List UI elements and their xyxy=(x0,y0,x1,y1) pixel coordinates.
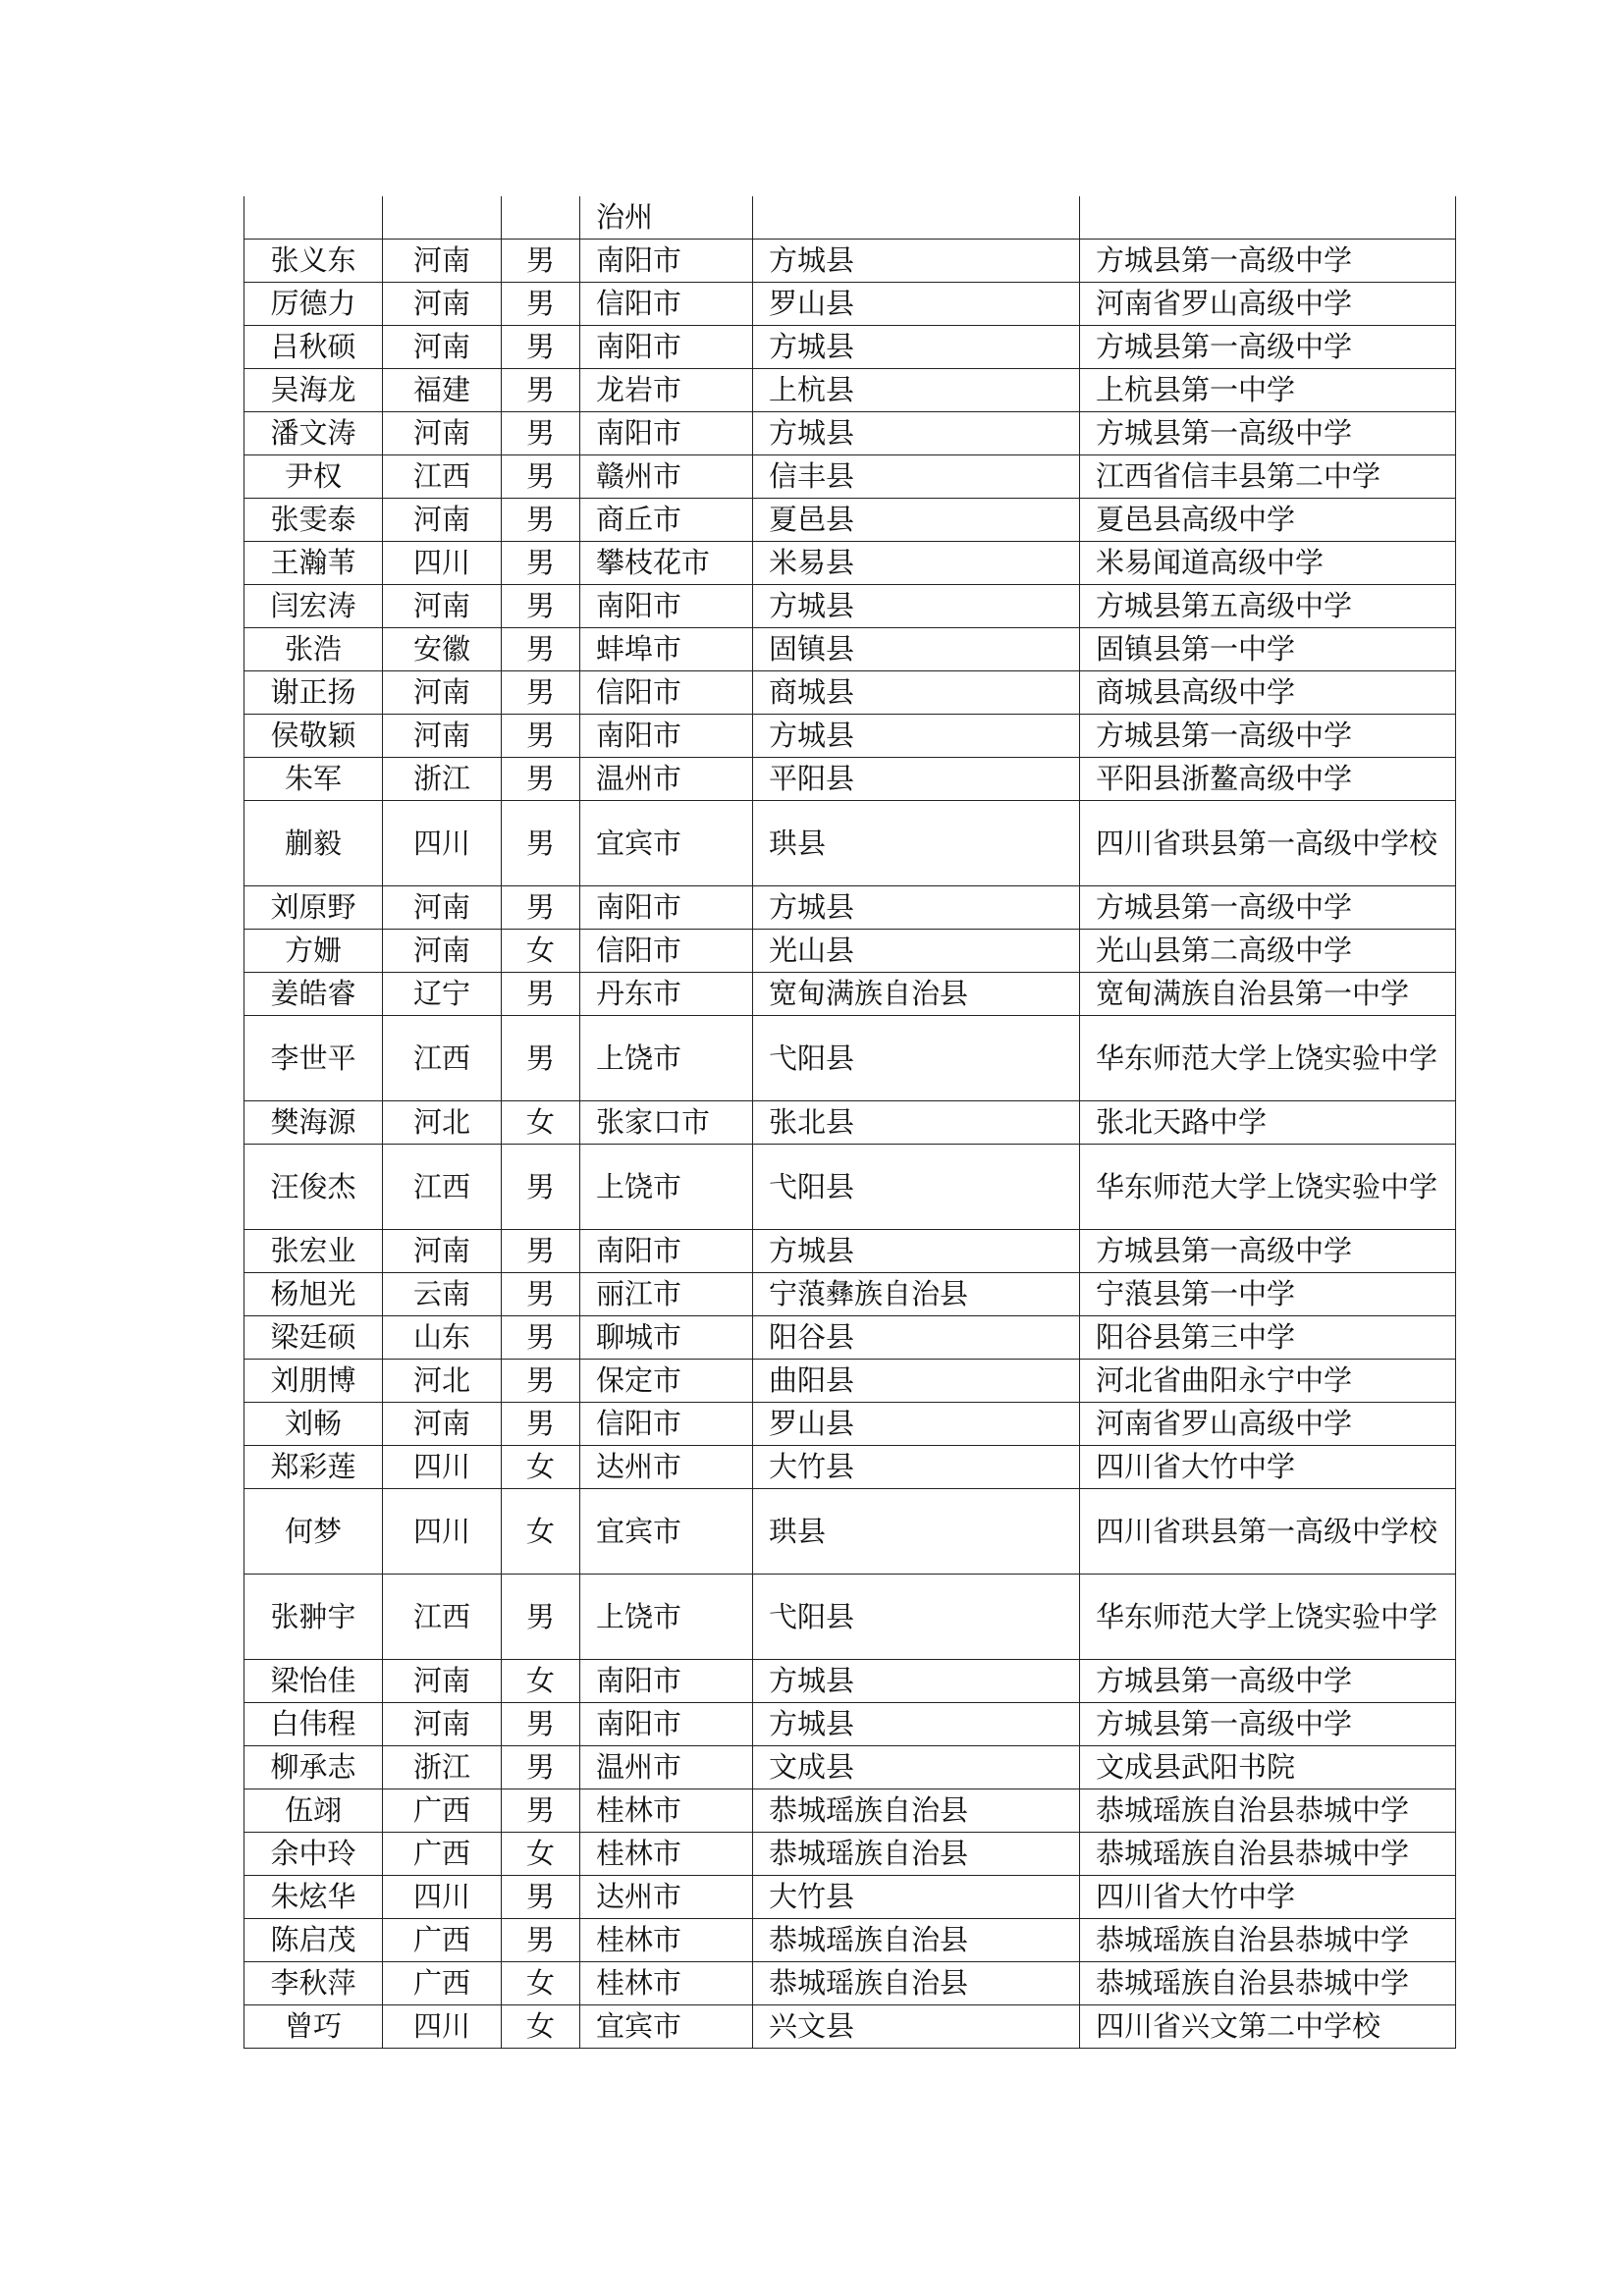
cell-county: 方城县 xyxy=(753,240,1080,283)
cell-province: 河南 xyxy=(383,326,502,369)
cell-name: 张浩 xyxy=(244,628,383,671)
student-table xyxy=(244,196,1456,2049)
cell-school: 河南省罗山高级中学 xyxy=(1080,1403,1456,1446)
cell-name: 张雯泰 xyxy=(244,499,383,542)
table-row xyxy=(244,1230,1456,1273)
cell-city: 龙岩市 xyxy=(580,369,753,412)
cell-province: 云南 xyxy=(383,1273,502,1316)
cell-name: 张义东 xyxy=(244,240,383,283)
cell-name: 李秋萍 xyxy=(244,1962,383,2005)
cell-city: 宜宾市 xyxy=(580,1489,753,1575)
cell-school: 四川省大竹中学 xyxy=(1080,1876,1456,1919)
cell-province: 河南 xyxy=(383,585,502,628)
cell-province: 四川 xyxy=(383,1876,502,1919)
cell-name: 方姗 xyxy=(244,930,383,973)
cell-school: 华东师范大学上饶实验中学 xyxy=(1080,1016,1456,1101)
cell-province: 山东 xyxy=(383,1316,502,1360)
cell-city: 桂林市 xyxy=(580,1789,753,1833)
cell-province: 浙江 xyxy=(383,758,502,801)
cell-province: 四川 xyxy=(383,1489,502,1575)
cell-gender: 男 xyxy=(502,240,580,283)
cell-county: 光山县 xyxy=(753,930,1080,973)
cell-province: 河北 xyxy=(383,1360,502,1403)
cell-city: 南阳市 xyxy=(580,886,753,930)
cell-county: 恭城瑶族自治县 xyxy=(753,1789,1080,1833)
cell-school: 商城县高级中学 xyxy=(1080,671,1456,715)
table-body xyxy=(244,196,1456,2049)
table-row xyxy=(244,1789,1456,1833)
cell-gender: 男 xyxy=(502,455,580,499)
cell-gender: 女 xyxy=(502,1489,580,1575)
cell-county: 方城县 xyxy=(753,412,1080,455)
cell-county: 方城县 xyxy=(753,1703,1080,1746)
table-row xyxy=(244,1962,1456,2005)
cell-school: 方城县第一高级中学 xyxy=(1080,326,1456,369)
cell-county: 珙县 xyxy=(753,801,1080,886)
table-row xyxy=(244,1876,1456,1919)
table-row xyxy=(244,1101,1456,1145)
cell-name: 尹权 xyxy=(244,455,383,499)
cell-city: 南阳市 xyxy=(580,326,753,369)
cell-gender: 男 xyxy=(502,671,580,715)
cell-school: 方城县第一高级中学 xyxy=(1080,715,1456,758)
table-row xyxy=(244,2005,1456,2049)
cell-province: 河南 xyxy=(383,886,502,930)
table-row xyxy=(244,369,1456,412)
cell-gender: 女 xyxy=(502,1101,580,1145)
cell-county: 方城县 xyxy=(753,326,1080,369)
cell-county: 米易县 xyxy=(753,542,1080,585)
cell-gender: 男 xyxy=(502,1360,580,1403)
table-row xyxy=(244,1703,1456,1746)
cell-name: 柳承志 xyxy=(244,1746,383,1789)
cell-school: 河南省罗山高级中学 xyxy=(1080,283,1456,326)
cell-city: 桂林市 xyxy=(580,1919,753,1962)
cell-school: 四川省珙县第一高级中学校 xyxy=(1080,1489,1456,1575)
cell-city: 保定市 xyxy=(580,1360,753,1403)
cell-province: 河北 xyxy=(383,1101,502,1145)
cell-school: 方城县第一高级中学 xyxy=(1080,1703,1456,1746)
table-row xyxy=(244,1575,1456,1660)
cell-gender: 男 xyxy=(502,542,580,585)
cell-school: 阳谷县第三中学 xyxy=(1080,1316,1456,1360)
cell-name: 吕秋硕 xyxy=(244,326,383,369)
cell-school: 文成县武阳书院 xyxy=(1080,1746,1456,1789)
cell-province: 河南 xyxy=(383,1660,502,1703)
cell-province: 四川 xyxy=(383,542,502,585)
cell-school: 华东师范大学上饶实验中学 xyxy=(1080,1145,1456,1230)
cell-name: 白伟程 xyxy=(244,1703,383,1746)
cell-name: 陈启茂 xyxy=(244,1919,383,1962)
cell-county: 方城县 xyxy=(753,886,1080,930)
cell-province: 广西 xyxy=(383,1919,502,1962)
cell-province: 安徽 xyxy=(383,628,502,671)
cell-county: 方城县 xyxy=(753,585,1080,628)
cell-school: 夏邑县高级中学 xyxy=(1080,499,1456,542)
cell-name: 闫宏涛 xyxy=(244,585,383,628)
cell-school: 固镇县第一中学 xyxy=(1080,628,1456,671)
cell-city: 宜宾市 xyxy=(580,2005,753,2049)
cell-gender: 女 xyxy=(502,2005,580,2049)
cell-county: 弋阳县 xyxy=(753,1575,1080,1660)
cell-county: 恭城瑶族自治县 xyxy=(753,1919,1080,1962)
table-row xyxy=(244,326,1456,369)
cell-school xyxy=(1080,196,1456,240)
cell-county: 珙县 xyxy=(753,1489,1080,1575)
cell-name: 余中玲 xyxy=(244,1833,383,1876)
cell-province: 河南 xyxy=(383,1230,502,1273)
cell-school: 河北省曲阳永宁中学 xyxy=(1080,1360,1456,1403)
cell-city: 南阳市 xyxy=(580,412,753,455)
table-row xyxy=(244,412,1456,455)
table-row xyxy=(244,1833,1456,1876)
cell-city: 治州 xyxy=(580,196,753,240)
cell-gender: 男 xyxy=(502,1876,580,1919)
cell-school: 平阳县浙鳌高级中学 xyxy=(1080,758,1456,801)
cell-city: 攀枝花市 xyxy=(580,542,753,585)
cell-gender: 男 xyxy=(502,715,580,758)
cell-school: 恭城瑶族自治县恭城中学 xyxy=(1080,1962,1456,2005)
table-row xyxy=(244,1489,1456,1575)
cell-name: 梁廷硕 xyxy=(244,1316,383,1360)
cell-county: 宽甸满族自治县 xyxy=(753,973,1080,1016)
table-row xyxy=(244,240,1456,283)
cell-county: 文成县 xyxy=(753,1746,1080,1789)
cell-city: 上饶市 xyxy=(580,1145,753,1230)
table-row xyxy=(244,1919,1456,1962)
table-row xyxy=(244,542,1456,585)
cell-school: 方城县第一高级中学 xyxy=(1080,886,1456,930)
cell-county: 大竹县 xyxy=(753,1446,1080,1489)
cell-gender: 男 xyxy=(502,283,580,326)
cell-gender: 男 xyxy=(502,499,580,542)
cell-gender: 女 xyxy=(502,1962,580,2005)
table-row xyxy=(244,628,1456,671)
table-row xyxy=(244,1746,1456,1789)
cell-name: 曾巧 xyxy=(244,2005,383,2049)
table-row xyxy=(244,455,1456,499)
cell-gender: 男 xyxy=(502,412,580,455)
cell-name: 刘原野 xyxy=(244,886,383,930)
cell-province: 广西 xyxy=(383,1962,502,2005)
cell-name: 汪俊杰 xyxy=(244,1145,383,1230)
cell-city: 上饶市 xyxy=(580,1016,753,1101)
cell-city: 南阳市 xyxy=(580,1230,753,1273)
cell-gender: 男 xyxy=(502,1016,580,1101)
cell-name: 张翀宇 xyxy=(244,1575,383,1660)
cell-name: 刘畅 xyxy=(244,1403,383,1446)
cell-school: 恭城瑶族自治县恭城中学 xyxy=(1080,1789,1456,1833)
table-row xyxy=(244,758,1456,801)
cell-province: 福建 xyxy=(383,369,502,412)
cell-province: 江西 xyxy=(383,1575,502,1660)
cell-name: 谢正扬 xyxy=(244,671,383,715)
cell-name: 樊海源 xyxy=(244,1101,383,1145)
cell-gender: 男 xyxy=(502,369,580,412)
cell-province: 河南 xyxy=(383,412,502,455)
cell-city: 达州市 xyxy=(580,1446,753,1489)
cell-name: 王瀚苇 xyxy=(244,542,383,585)
cell-county: 张北县 xyxy=(753,1101,1080,1145)
cell-city: 桂林市 xyxy=(580,1833,753,1876)
cell-county: 方城县 xyxy=(753,1660,1080,1703)
cell-school: 米易闻道高级中学 xyxy=(1080,542,1456,585)
cell-name: 侯敬颖 xyxy=(244,715,383,758)
cell-province: 江西 xyxy=(383,455,502,499)
cell-gender: 女 xyxy=(502,1833,580,1876)
cell-gender: 男 xyxy=(502,628,580,671)
cell-city: 南阳市 xyxy=(580,1660,753,1703)
cell-city: 赣州市 xyxy=(580,455,753,499)
cell-city: 信阳市 xyxy=(580,283,753,326)
cell-province: 四川 xyxy=(383,801,502,886)
cell-county: 方城县 xyxy=(753,1230,1080,1273)
cell-province: 河南 xyxy=(383,1703,502,1746)
table-row xyxy=(244,973,1456,1016)
cell-province: 四川 xyxy=(383,2005,502,2049)
cell-gender: 男 xyxy=(502,1230,580,1273)
cell-name: 吴海龙 xyxy=(244,369,383,412)
cell-gender: 女 xyxy=(502,1446,580,1489)
table-row xyxy=(244,499,1456,542)
cell-city: 南阳市 xyxy=(580,1703,753,1746)
cell-gender: 男 xyxy=(502,1575,580,1660)
table-row xyxy=(244,1446,1456,1489)
table-row xyxy=(244,715,1456,758)
table-row xyxy=(244,585,1456,628)
cell-gender: 女 xyxy=(502,930,580,973)
cell-school: 华东师范大学上饶实验中学 xyxy=(1080,1575,1456,1660)
table-row xyxy=(244,1145,1456,1230)
cell-province: 江西 xyxy=(383,1145,502,1230)
cell-province: 河南 xyxy=(383,283,502,326)
table-row xyxy=(244,1316,1456,1360)
cell-city: 张家口市 xyxy=(580,1101,753,1145)
cell-name: 朱军 xyxy=(244,758,383,801)
table-row xyxy=(244,1403,1456,1446)
table-row xyxy=(244,886,1456,930)
cell-school: 宁蒗县第一中学 xyxy=(1080,1273,1456,1316)
cell-province: 浙江 xyxy=(383,1746,502,1789)
cell-gender: 男 xyxy=(502,1145,580,1230)
table-row xyxy=(244,1660,1456,1703)
cell-gender: 男 xyxy=(502,1703,580,1746)
cell-gender xyxy=(502,196,580,240)
cell-name: 李世平 xyxy=(244,1016,383,1101)
cell-gender: 男 xyxy=(502,326,580,369)
cell-school: 上杭县第一中学 xyxy=(1080,369,1456,412)
cell-city: 商丘市 xyxy=(580,499,753,542)
cell-school: 方城县第一高级中学 xyxy=(1080,240,1456,283)
cell-city: 温州市 xyxy=(580,758,753,801)
cell-county: 罗山县 xyxy=(753,283,1080,326)
cell-city: 桂林市 xyxy=(580,1962,753,2005)
cell-county: 兴文县 xyxy=(753,2005,1080,2049)
cell-gender: 男 xyxy=(502,886,580,930)
cell-gender: 男 xyxy=(502,1746,580,1789)
cell-city: 聊城市 xyxy=(580,1316,753,1360)
cell-province: 辽宁 xyxy=(383,973,502,1016)
table-row xyxy=(244,1016,1456,1101)
cell-county: 固镇县 xyxy=(753,628,1080,671)
cell-gender: 男 xyxy=(502,1403,580,1446)
cell-province: 江西 xyxy=(383,1016,502,1101)
table-row xyxy=(244,671,1456,715)
cell-city: 南阳市 xyxy=(580,715,753,758)
cell-name: 何梦 xyxy=(244,1489,383,1575)
cell-school: 方城县第一高级中学 xyxy=(1080,412,1456,455)
cell-province: 河南 xyxy=(383,1403,502,1446)
cell-gender: 男 xyxy=(502,973,580,1016)
cell-gender: 男 xyxy=(502,1919,580,1962)
cell-school: 光山县第二高级中学 xyxy=(1080,930,1456,973)
cell-name: 张宏业 xyxy=(244,1230,383,1273)
cell-school: 方城县第一高级中学 xyxy=(1080,1660,1456,1703)
cell-county xyxy=(753,196,1080,240)
cell-name: 梁怡佳 xyxy=(244,1660,383,1703)
cell-province: 河南 xyxy=(383,240,502,283)
cell-gender: 女 xyxy=(502,1660,580,1703)
cell-school: 四川省兴文第二中学校 xyxy=(1080,2005,1456,2049)
cell-county: 阳谷县 xyxy=(753,1316,1080,1360)
cell-county: 恭城瑶族自治县 xyxy=(753,1833,1080,1876)
cell-province: 四川 xyxy=(383,1446,502,1489)
cell-name: 朱炫华 xyxy=(244,1876,383,1919)
cell-city: 丹东市 xyxy=(580,973,753,1016)
cell-name: 蒯毅 xyxy=(244,801,383,886)
table-row xyxy=(244,196,1456,240)
cell-school: 四川省大竹中学 xyxy=(1080,1446,1456,1489)
cell-city: 信阳市 xyxy=(580,930,753,973)
cell-school: 恭城瑶族自治县恭城中学 xyxy=(1080,1833,1456,1876)
cell-city: 南阳市 xyxy=(580,240,753,283)
cell-name: 厉德力 xyxy=(244,283,383,326)
cell-province: 广西 xyxy=(383,1833,502,1876)
cell-gender: 男 xyxy=(502,758,580,801)
cell-school: 宽甸满族自治县第一中学 xyxy=(1080,973,1456,1016)
cell-county: 平阳县 xyxy=(753,758,1080,801)
cell-province: 河南 xyxy=(383,715,502,758)
cell-county: 信丰县 xyxy=(753,455,1080,499)
cell-gender: 男 xyxy=(502,585,580,628)
cell-city: 南阳市 xyxy=(580,585,753,628)
cell-county: 上杭县 xyxy=(753,369,1080,412)
cell-school: 张北天路中学 xyxy=(1080,1101,1456,1145)
table-row xyxy=(244,283,1456,326)
cell-county: 曲阳县 xyxy=(753,1360,1080,1403)
cell-city: 宜宾市 xyxy=(580,801,753,886)
cell-city: 上饶市 xyxy=(580,1575,753,1660)
cell-county: 方城县 xyxy=(753,715,1080,758)
cell-city: 信阳市 xyxy=(580,1403,753,1446)
cell-school: 江西省信丰县第二中学 xyxy=(1080,455,1456,499)
cell-school: 四川省珙县第一高级中学校 xyxy=(1080,801,1456,886)
cell-gender: 男 xyxy=(502,1316,580,1360)
cell-county: 罗山县 xyxy=(753,1403,1080,1446)
cell-county: 宁蒗彝族自治县 xyxy=(753,1273,1080,1316)
cell-county: 恭城瑶族自治县 xyxy=(753,1962,1080,2005)
table-row xyxy=(244,930,1456,973)
cell-gender: 男 xyxy=(502,1789,580,1833)
cell-name: 刘朋博 xyxy=(244,1360,383,1403)
cell-county: 弋阳县 xyxy=(753,1145,1080,1230)
cell-gender: 男 xyxy=(502,1273,580,1316)
cell-school: 方城县第一高级中学 xyxy=(1080,1230,1456,1273)
cell-name: 杨旭光 xyxy=(244,1273,383,1316)
cell-city: 达州市 xyxy=(580,1876,753,1919)
cell-county: 弋阳县 xyxy=(753,1016,1080,1101)
cell-province: 河南 xyxy=(383,930,502,973)
cell-name: 伍翊 xyxy=(244,1789,383,1833)
cell-city: 温州市 xyxy=(580,1746,753,1789)
cell-city: 蚌埠市 xyxy=(580,628,753,671)
table-row xyxy=(244,1360,1456,1403)
cell-county: 商城县 xyxy=(753,671,1080,715)
cell-city: 信阳市 xyxy=(580,671,753,715)
cell-province xyxy=(383,196,502,240)
table-row xyxy=(244,801,1456,886)
cell-province: 广西 xyxy=(383,1789,502,1833)
cell-county: 夏邑县 xyxy=(753,499,1080,542)
cell-school: 方城县第五高级中学 xyxy=(1080,585,1456,628)
cell-name xyxy=(244,196,383,240)
cell-name: 潘文涛 xyxy=(244,412,383,455)
cell-name: 郑彩莲 xyxy=(244,1446,383,1489)
cell-name: 姜皓睿 xyxy=(244,973,383,1016)
cell-county: 大竹县 xyxy=(753,1876,1080,1919)
cell-province: 河南 xyxy=(383,499,502,542)
cell-city: 丽江市 xyxy=(580,1273,753,1316)
cell-school: 恭城瑶族自治县恭城中学 xyxy=(1080,1919,1456,1962)
table-row xyxy=(244,1273,1456,1316)
cell-gender: 男 xyxy=(502,801,580,886)
cell-province: 河南 xyxy=(383,671,502,715)
